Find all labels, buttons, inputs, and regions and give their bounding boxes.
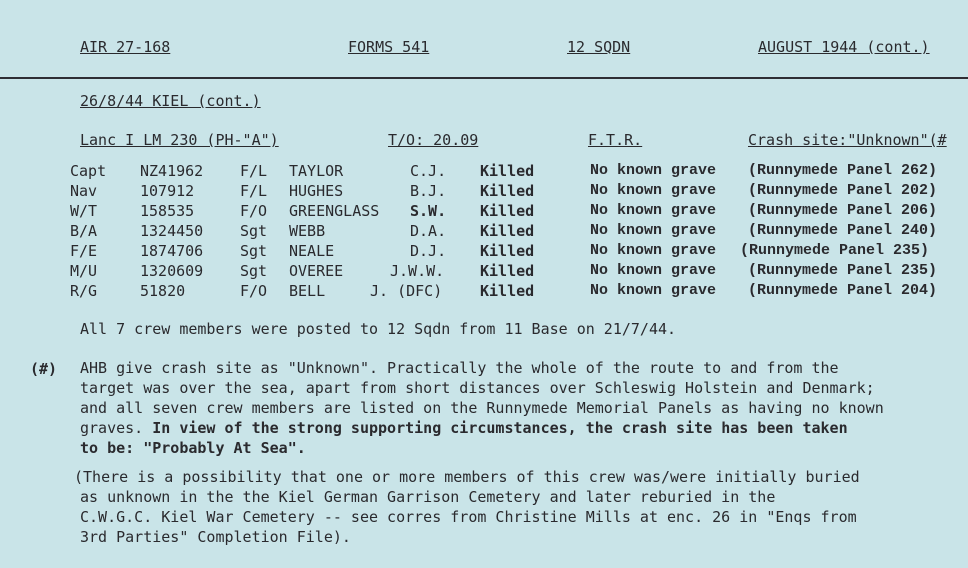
crew-rank: F/O (240, 282, 268, 300)
crew-grave: No known grave (590, 202, 717, 219)
crew-rank: Sgt (240, 242, 268, 260)
header-rule (0, 77, 968, 79)
crew-surname: WEBB (289, 222, 326, 240)
aside-line: 3rd Parties" Completion File). (80, 528, 351, 546)
note-line-plain: graves. (80, 419, 153, 437)
crew-initials: D.J. (410, 242, 447, 260)
crew-role: Nav (70, 182, 98, 200)
crew-memorial: (Runnymede Panel 262) (748, 162, 938, 179)
crew-number: NZ41962 (140, 162, 204, 180)
crew-status: Killed (480, 262, 535, 280)
crew-surname: TAYLOR (289, 162, 344, 180)
crew-initials: J.W.W. (390, 262, 445, 280)
crew-number: 51820 (140, 282, 186, 300)
crew-grave: No known grave (590, 182, 717, 199)
crew-surname: BELL (289, 282, 326, 300)
note-line (80, 418, 848, 438)
crew-surname: GREENGLASS (289, 202, 380, 220)
air-ref: AIR 27-168 (80, 38, 171, 56)
crew-status: Killed (480, 242, 535, 260)
crew-memorial: (Runnymede Panel 235) (748, 262, 938, 279)
crew-initials: B.J. (410, 182, 447, 200)
crew-number: 1320609 (140, 262, 204, 280)
crew-grave: No known grave (590, 262, 717, 279)
crew-memorial: (Runnymede Panel 240) (748, 222, 938, 239)
crew-number: 107912 (140, 182, 195, 200)
date-target: 26/8/44 KIEL (cont.) (80, 92, 261, 110)
crew-rank: Sgt (240, 262, 268, 280)
forms-ref: FORMS 541 (348, 38, 430, 56)
crew-role: B/A (70, 222, 98, 240)
aside-line: as unknown in the the Kiel German Garrison Cemetery and later reburied in the (80, 488, 776, 506)
crew-memorial: (Runnymede Panel 235) (740, 242, 930, 259)
month-header: AUGUST 1944 (cont.) (758, 38, 930, 56)
crew-initials: J. (DFC) (370, 282, 443, 300)
crew-rank: F/O (240, 202, 268, 220)
note-conclusion: In view of the strong supporting circumstances, the crash site has been taken (152, 419, 848, 437)
crew-surname: HUGHES (289, 182, 344, 200)
crew-grave: No known grave (590, 282, 717, 299)
crew-role: M/U (70, 262, 98, 280)
crew-initials: S.W. (410, 202, 447, 220)
crew-status: Killed (480, 222, 535, 240)
crew-initials: C.J. (410, 162, 447, 180)
crew-rank: F/L (240, 182, 268, 200)
crew-role: Capt (70, 162, 107, 180)
crew-grave: No known grave (590, 242, 717, 259)
crew-number: 1324450 (140, 222, 204, 240)
crew-status: Killed (480, 282, 535, 300)
crew-role: W/T (70, 202, 98, 220)
note-line: and all seven crew members are listed on the Runnymede Memorial Panels as having no known (80, 399, 884, 417)
crew-status: Killed (480, 202, 535, 220)
takeoff-time: T/O: 20.09 (388, 131, 479, 149)
aside-line: C.W.G.C. Kiel War Cemetery -- see corres from Christine Mills at enc. 26 in "Enqs from (80, 508, 857, 526)
crew-number: 158535 (140, 202, 195, 220)
crew-status: Killed (480, 162, 535, 180)
crew-initials: D.A. (410, 222, 447, 240)
note-conclusion-end: to be: "Probably At Sea". (80, 439, 306, 457)
crew-role: R/G (70, 282, 98, 300)
crew-grave: No known grave (590, 162, 717, 179)
crew-role: F/E (70, 242, 98, 260)
note-line: target was over the sea, apart from short distances over Schleswig Holstein and Denmark; (80, 379, 875, 397)
note-line: AHB give crash site as "Unknown". Practically the whole of the route to and from the (80, 359, 839, 377)
aircraft-serial: Lanc I LM 230 (PH-"A") (80, 131, 279, 149)
crew-memorial: (Runnymede Panel 202) (748, 182, 938, 199)
posted-note: All 7 crew members were posted to 12 Sqdn from 11 Base on 21/7/44. (80, 320, 677, 338)
crash-site: Crash site:"Unknown"(# (748, 131, 947, 149)
crew-rank: Sgt (240, 222, 268, 240)
crew-surname: OVEREE (289, 262, 344, 280)
crew-number: 1874706 (140, 242, 204, 260)
crew-grave: No known grave (590, 222, 717, 239)
aside-line: (There is a possibility that one or more members of this crew was/were initially buried (74, 468, 860, 486)
crew-rank: F/L (240, 162, 268, 180)
crew-memorial: (Runnymede Panel 206) (748, 202, 938, 219)
note-marker: (#) (30, 360, 58, 378)
crew-status: Killed (480, 182, 535, 200)
crew-memorial: (Runnymede Panel 204) (748, 282, 938, 299)
ftr-label: F.T.R. (588, 131, 643, 149)
crew-surname: NEALE (289, 242, 335, 260)
squadron: 12 SQDN (567, 38, 631, 56)
